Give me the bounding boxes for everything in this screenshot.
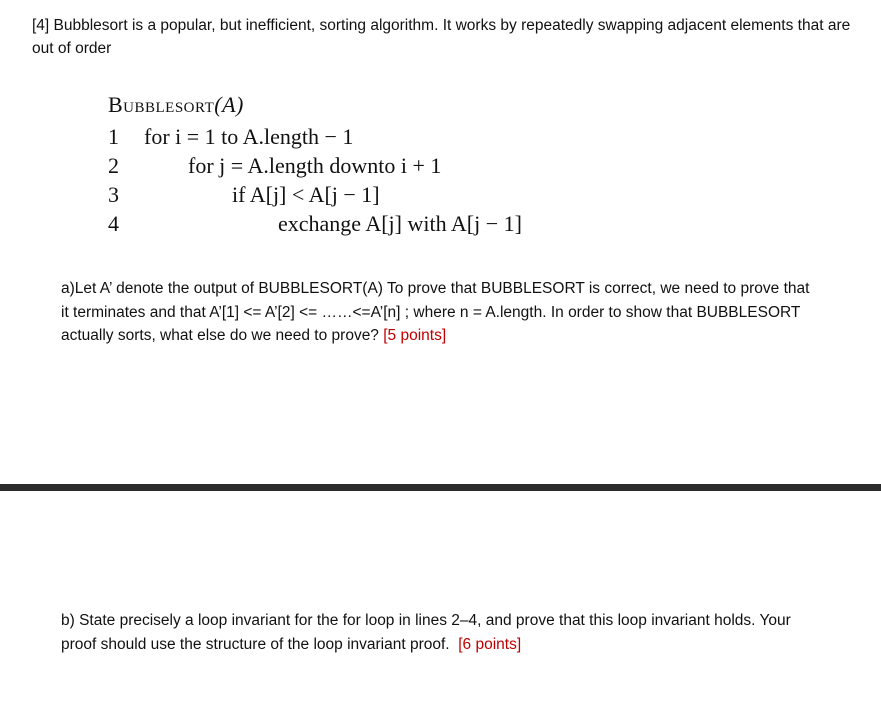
- bubblesort-pseudocode: [108, 92, 522, 238]
- line-text: if A[j] < A[j − 1]: [232, 182, 380, 207]
- line-number: 4: [108, 211, 119, 236]
- code-line-1: [108, 122, 354, 151]
- section-divider: [0, 484, 881, 491]
- line-text: exchange A[j] with A[j − 1]: [278, 211, 522, 236]
- part-a-points: [5 points]: [383, 327, 447, 344]
- line-text: for j = A.length downto i + 1: [188, 153, 442, 178]
- intro-text: [4] Bubblesort is a popular, but inefficient, sorting algorithm. It works by repeatedly swapping adjacent elements that are out of order: [32, 17, 851, 57]
- line-number: 2: [108, 153, 119, 178]
- part-a-question: [61, 277, 821, 348]
- line-text: for i = 1 to A.length − 1: [144, 124, 354, 149]
- question-intro: [32, 14, 852, 60]
- part-b-question: [61, 609, 821, 656]
- part-b-points: [6 points]: [458, 635, 522, 653]
- line-number: 1: [108, 124, 119, 149]
- algorithm-arg: (A): [214, 92, 244, 117]
- algorithm-title: [108, 92, 244, 118]
- code-line-3: [108, 180, 380, 209]
- algorithm-name: Bubblesort: [108, 92, 215, 117]
- code-line-2: [108, 151, 442, 180]
- part-a-text: a)Let A’ denote the output of BUBBLESORT(A) To prove that BUBBLESORT is correct, we need to prove that it terminates and that A’[1] <= A’[2] <= ……<=A’[n] ; where n = A.length. In order to show that BUBBLESORT actually sorts, what else do we need to prove?: [61, 280, 810, 344]
- part-b-text: b) State precisely a loop invariant for the for loop in lines 2–4, and prove that this loop invariant holds. Your proof should use the structure of the loop invariant proof.: [61, 612, 791, 653]
- code-line-4: [108, 209, 522, 238]
- line-number: 3: [108, 182, 119, 207]
